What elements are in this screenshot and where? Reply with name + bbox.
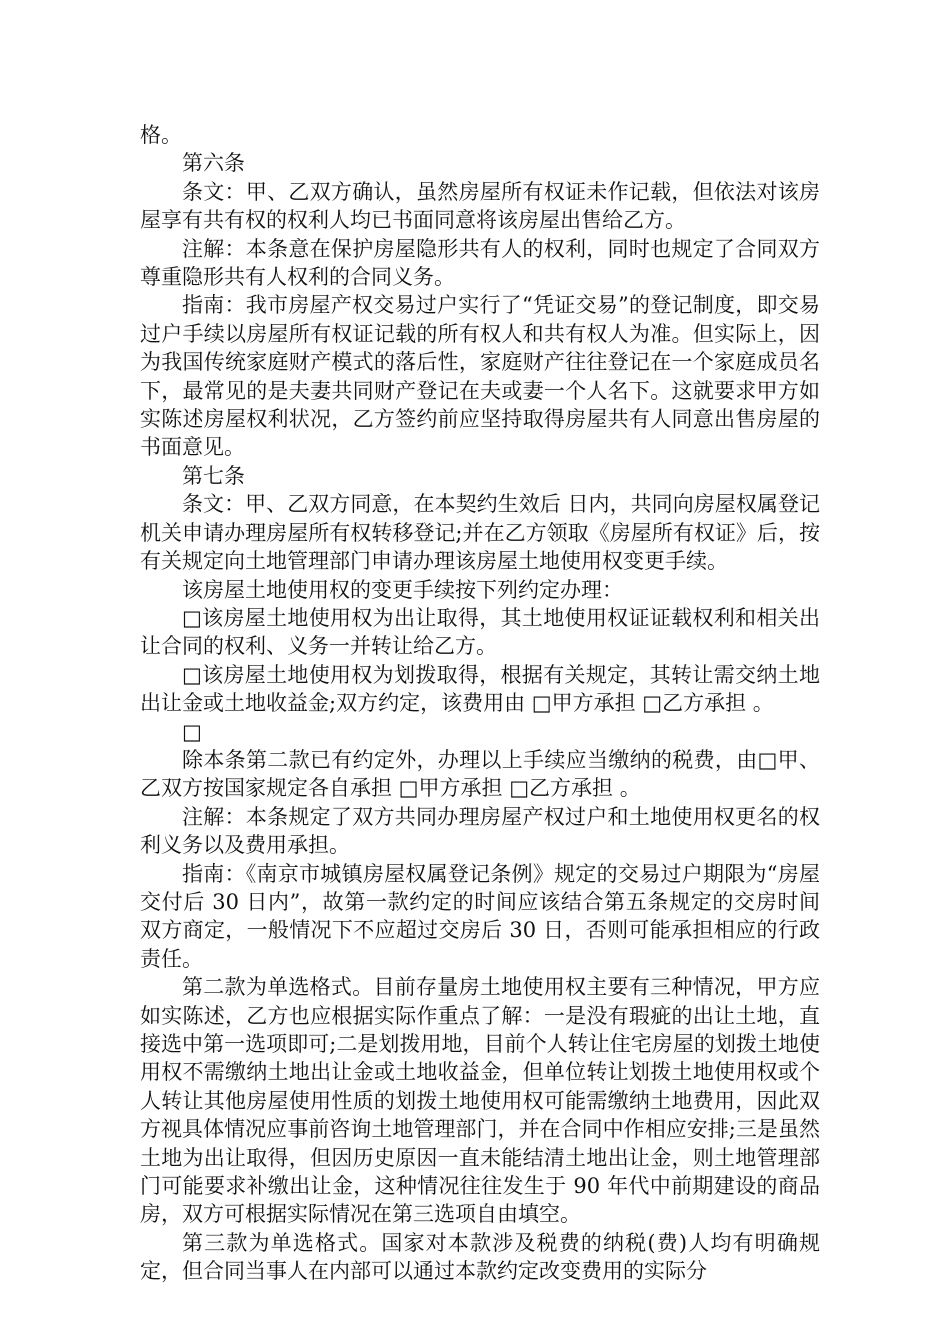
article-seven-heading: 第七条: [182, 463, 245, 488]
tax-fee-clause: 除本条第二款已有约定外，办理以上手续应当缴纳的税费，由□甲、乙双方按国家规定各自承担 □甲方承担 □乙方承担 。: [140, 747, 820, 801]
article-six-guide: 指南：我市房屋产权交易过户实行了“凭证交易”的登记制度，即交易过户手续以房屋所有权证记载的所有权人和共有权人为准。但实际上，因为我国传统家庭财产模式的落后性，家庭财产往往登记在一个家庭成员名下，最常见的是夫妻共同财产登记在夫或妻一个人名下。这就要求甲方如实陈述房屋权利状况，乙方签约前应坚持取得房屋共有人同意出售房屋的书面意见。: [140, 293, 820, 460]
third-paragraph-explanation: 第三款为单选格式。国家对本款涉及税费的纳税(费)人均有明确规定，但合同当事人在内部可以通过本款约定改变费用的实际分: [140, 1230, 820, 1284]
land-use-procedure-intro: 该房屋土地使用权的变更手续按下列约定办理：: [182, 577, 623, 602]
option-blank-checkbox: □: [182, 719, 202, 744]
article-six-note: 注解：本条意在保护房屋隐形共有人的权利，同时也规定了合同双方尊重隐形共有人权利的合同义务。: [140, 236, 820, 290]
option-transfer-granted: □该房屋土地使用权为出让取得，其土地使用权证证载权利和相关出让合同的权利、义务一并转让给乙方。: [140, 605, 820, 659]
article-six-heading: 第六条: [182, 151, 245, 176]
article-seven-clause: 条文：甲、乙双方同意，在本契约生效后 日内，共同向房屋权属登记机关申请办理房屋所有权转移登记;并在乙方领取《房屋所有权证》后，按有关规定向土地管理部门申请办理该房屋土地使用权变更手续。: [140, 492, 820, 574]
article-seven-note: 注解：本条规定了双方共同办理房屋产权过户和土地使用权更名的权利义务以及费用承担。: [140, 804, 820, 858]
paragraph-continuation: 格。: [140, 123, 182, 147]
option-allocated-land: □该房屋土地使用权为划拨取得，根据有关规定，其转让需交纳土地出让金或土地收益金;双方约定，该费用由 □甲方承担 □乙方承担 。: [140, 662, 820, 716]
document-body: [140, 121, 820, 1286]
article-seven-guide: 指南：《南京市城镇房屋权属登记条例》规定的交易过户期限为“房屋交付后 30 日内”，故第一款约定的时间应该结合第五条规定的交房时间双方商定，一般情况下不应超过交房后 30 日，否则可能承担相应的行政责任。: [140, 861, 820, 971]
second-paragraph-explanation: 第二款为单选格式。目前存量房土地使用权主要有三种情况，甲方应如实陈述，乙方也应根据实际作重点了解：一是没有瑕疵的出让土地，直接选中第一选项即可;二是划拨用地，目前个人转让住宅房屋的划拨土地使用权不需缴纳土地出让金或土地收益金，但单位转让划拨土地使用权或个人转让其他房屋使用性质的划拨土地使用权可能需缴纳土地费用，因此双方视具体情况应事前咨询土地管理部门，并在合同中作相应安排;三是虽然土地为出让取得，但因历史原因一直未能结清土地出让金，则土地管理部门可能要求补缴出让金，这种情况往往发生于 90 年代中前期建设的商品房，双方可根据实际情况在第三选项自由填空。: [140, 975, 820, 1227]
article-six-clause: 条文：甲、乙双方确认，虽然房屋所有权证未作记载，但依法对该房屋享有共有权的权利人均已书面同意将该房屋出售给乙方。: [140, 179, 820, 233]
